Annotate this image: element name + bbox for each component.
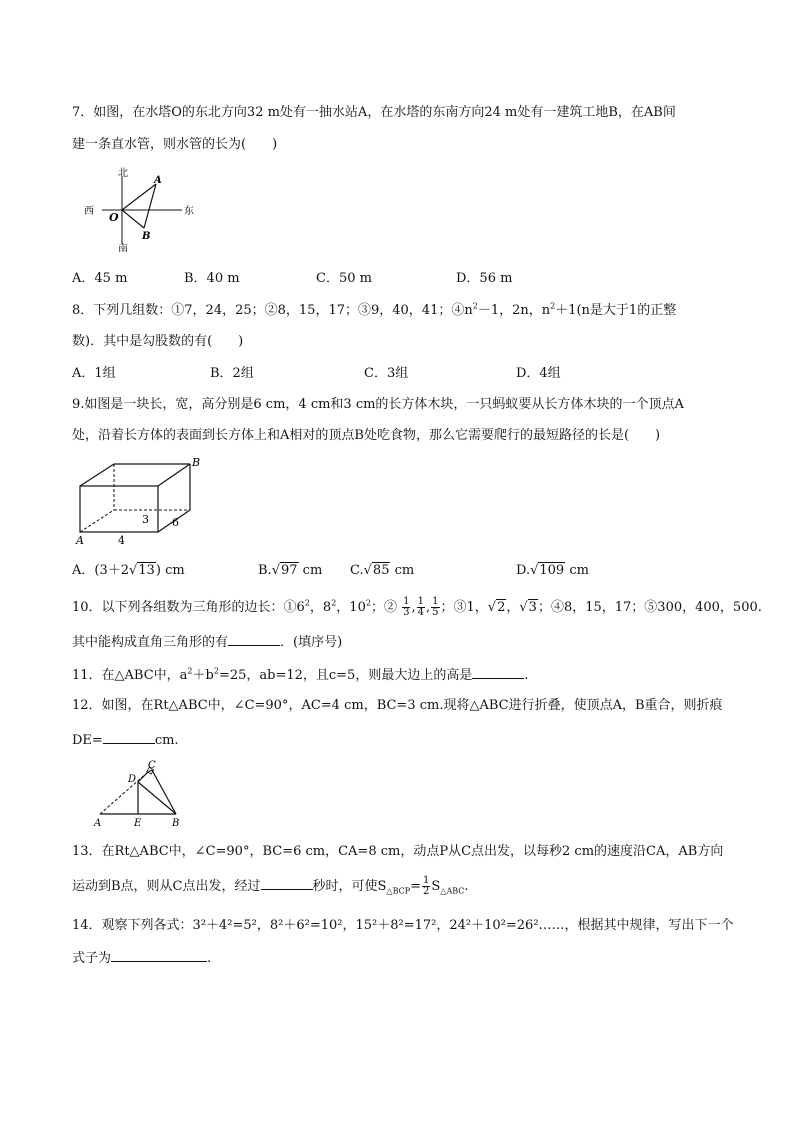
q9-cuboid-figure — [72, 456, 212, 546]
q9-option-b[interactable]: B.√97 cm — [258, 563, 323, 578]
q9-line2: 处，沿着长方体的表面到长方体上和A相对的顶点B处吃食物，那么它需要爬行的最短路径的长是( ) — [72, 428, 661, 443]
q7-option-d[interactable]: D．56 m — [456, 271, 513, 286]
q12-label-c: C — [148, 760, 156, 771]
q8-line2: 数)．其中是勾股数的有( ) — [72, 334, 244, 349]
q12-segment-cb — [152, 770, 176, 814]
q12-label-e: E — [134, 818, 142, 828]
q7-label-a: A — [154, 175, 162, 186]
q7-label-west: 西 — [84, 206, 94, 217]
q9-label-depth: 6 — [172, 516, 179, 529]
q10-line2: 其中能构成直角三角形的有 ．(填序号) — [72, 632, 342, 652]
q12-line2: DE= cm. — [72, 730, 179, 750]
q7-label-o: O — [109, 211, 119, 224]
q9-option-a[interactable]: A．(3＋2√13) cm — [72, 563, 185, 578]
q7-label-east: 东 — [184, 206, 194, 217]
q10-line1: 10．以下列各组数为三角形的边长：$①6^2$，$8^2$，$10^2$；② $\frac{1}{3}$ , $\frac{1}{4}$ , $\frac{1}{5}$ ；③1，√2，√3；④8，15，17；⑤300，400，500. — [72, 596, 762, 618]
q12-label-d: D — [128, 774, 137, 785]
q7-label-south: 南 — [118, 244, 128, 252]
q10-fraction-1-5: $\frac{1}{5}$ — [432, 596, 439, 618]
q12-triangle-figure — [90, 760, 190, 828]
q11-line: 11．在△ABC中，$a^2+b^2=25$，ab=12，且c=5，则最大边上的高是 . — [72, 666, 529, 683]
q7-option-b[interactable]: B．40 m — [184, 271, 240, 286]
q7-segment-ob — [122, 210, 144, 228]
q7-option-a[interactable]: A．45 m — [72, 271, 128, 286]
q7-option-c[interactable]: C．50 m — [316, 271, 372, 286]
q13-line1: 13．在Rt△ABC中，∠C=90°，BC=6 cm，CA=8 cm，动点P从C点出发，以每秒2 cm的速度沿CA，AB方向 — [72, 844, 724, 859]
q9-label-a: A — [76, 534, 84, 546]
q12-line1: 12．如图，在Rt△ABC中，∠C=90°，AC=4 cm，BC=3 cm.现将△ABC进行折叠，使顶点A，B重合，则折痕 — [72, 698, 723, 713]
q11-answer-blank[interactable] — [472, 665, 524, 679]
q8-option-b[interactable]: B．2组 — [210, 366, 254, 381]
q9-label-height: 3 — [142, 513, 149, 526]
q13-fraction-half: $\frac{1}{2}$ — [423, 875, 430, 897]
q7-label-north: 北 — [118, 168, 128, 179]
q12-label-b: B — [172, 818, 180, 828]
q10-fraction-1-4: $\frac{1}{4}$ — [417, 596, 424, 618]
q7-line2: 建一条直水管，则水管的长为( ) — [72, 137, 278, 152]
q9-line1: 9.如图是一块长，宽，高分别是6 cm，4 cm和3 cm的长方体木块，一只蚂蚁要从长方体木块的一个顶点A — [72, 397, 684, 412]
q13-line2: 运动到B点，则从C点出发，经过 秒时，可使$S_{\triangle BCP}=$ $\frac{1}{2}$ $S_{\triangle ABC}$. — [72, 875, 469, 897]
q14-answer-blank[interactable] — [111, 948, 207, 962]
q8-option-c[interactable]: C．3组 — [364, 366, 409, 381]
q9-option-d[interactable]: D.√109 cm — [516, 563, 589, 578]
q8-option-d[interactable]: D．4组 — [516, 366, 561, 381]
q7-line1: 7．如图，在水塔O的东北方向32 m处有一抽水站A，在水塔的东南方向24 m处有一建筑工地B，在AB间 — [72, 105, 676, 120]
q14-line1: 14．观察下列各式：3²＋4²=5²，8²＋6²=10²，15²＋8²=17²，24²＋10²=26²……，根据其中规律，写出下一个 — [72, 918, 734, 933]
q8-option-a[interactable]: A．1组 — [72, 366, 116, 381]
q7-label-b: B — [142, 231, 151, 242]
q13-answer-blank[interactable] — [261, 876, 313, 890]
q7-compass-figure — [82, 166, 202, 252]
q12-segment-db — [138, 782, 176, 814]
q10-answer-blank[interactable] — [228, 632, 280, 646]
q12-segment-ad — [100, 772, 148, 814]
q7-segment-oa — [122, 184, 156, 210]
q7-segment-ab — [144, 184, 156, 228]
q12-label-a: A — [94, 818, 102, 828]
q9-label-length: 4 — [118, 534, 125, 546]
q9-option-c[interactable]: C.√85 cm — [350, 563, 415, 578]
q10-fraction-1-3: $\frac{1}{3}$ — [403, 596, 410, 618]
q9-label-b: B — [192, 456, 201, 469]
q14-line2: 式子为 . — [72, 948, 211, 968]
q12-answer-blank[interactable] — [103, 730, 155, 744]
q8-line1: 8．下列几组数：①7，24，25；②8，15，17；③9，40，41；$④n^2-1$，2n，$n^2+1(n$是大于1的正整 — [72, 301, 677, 318]
